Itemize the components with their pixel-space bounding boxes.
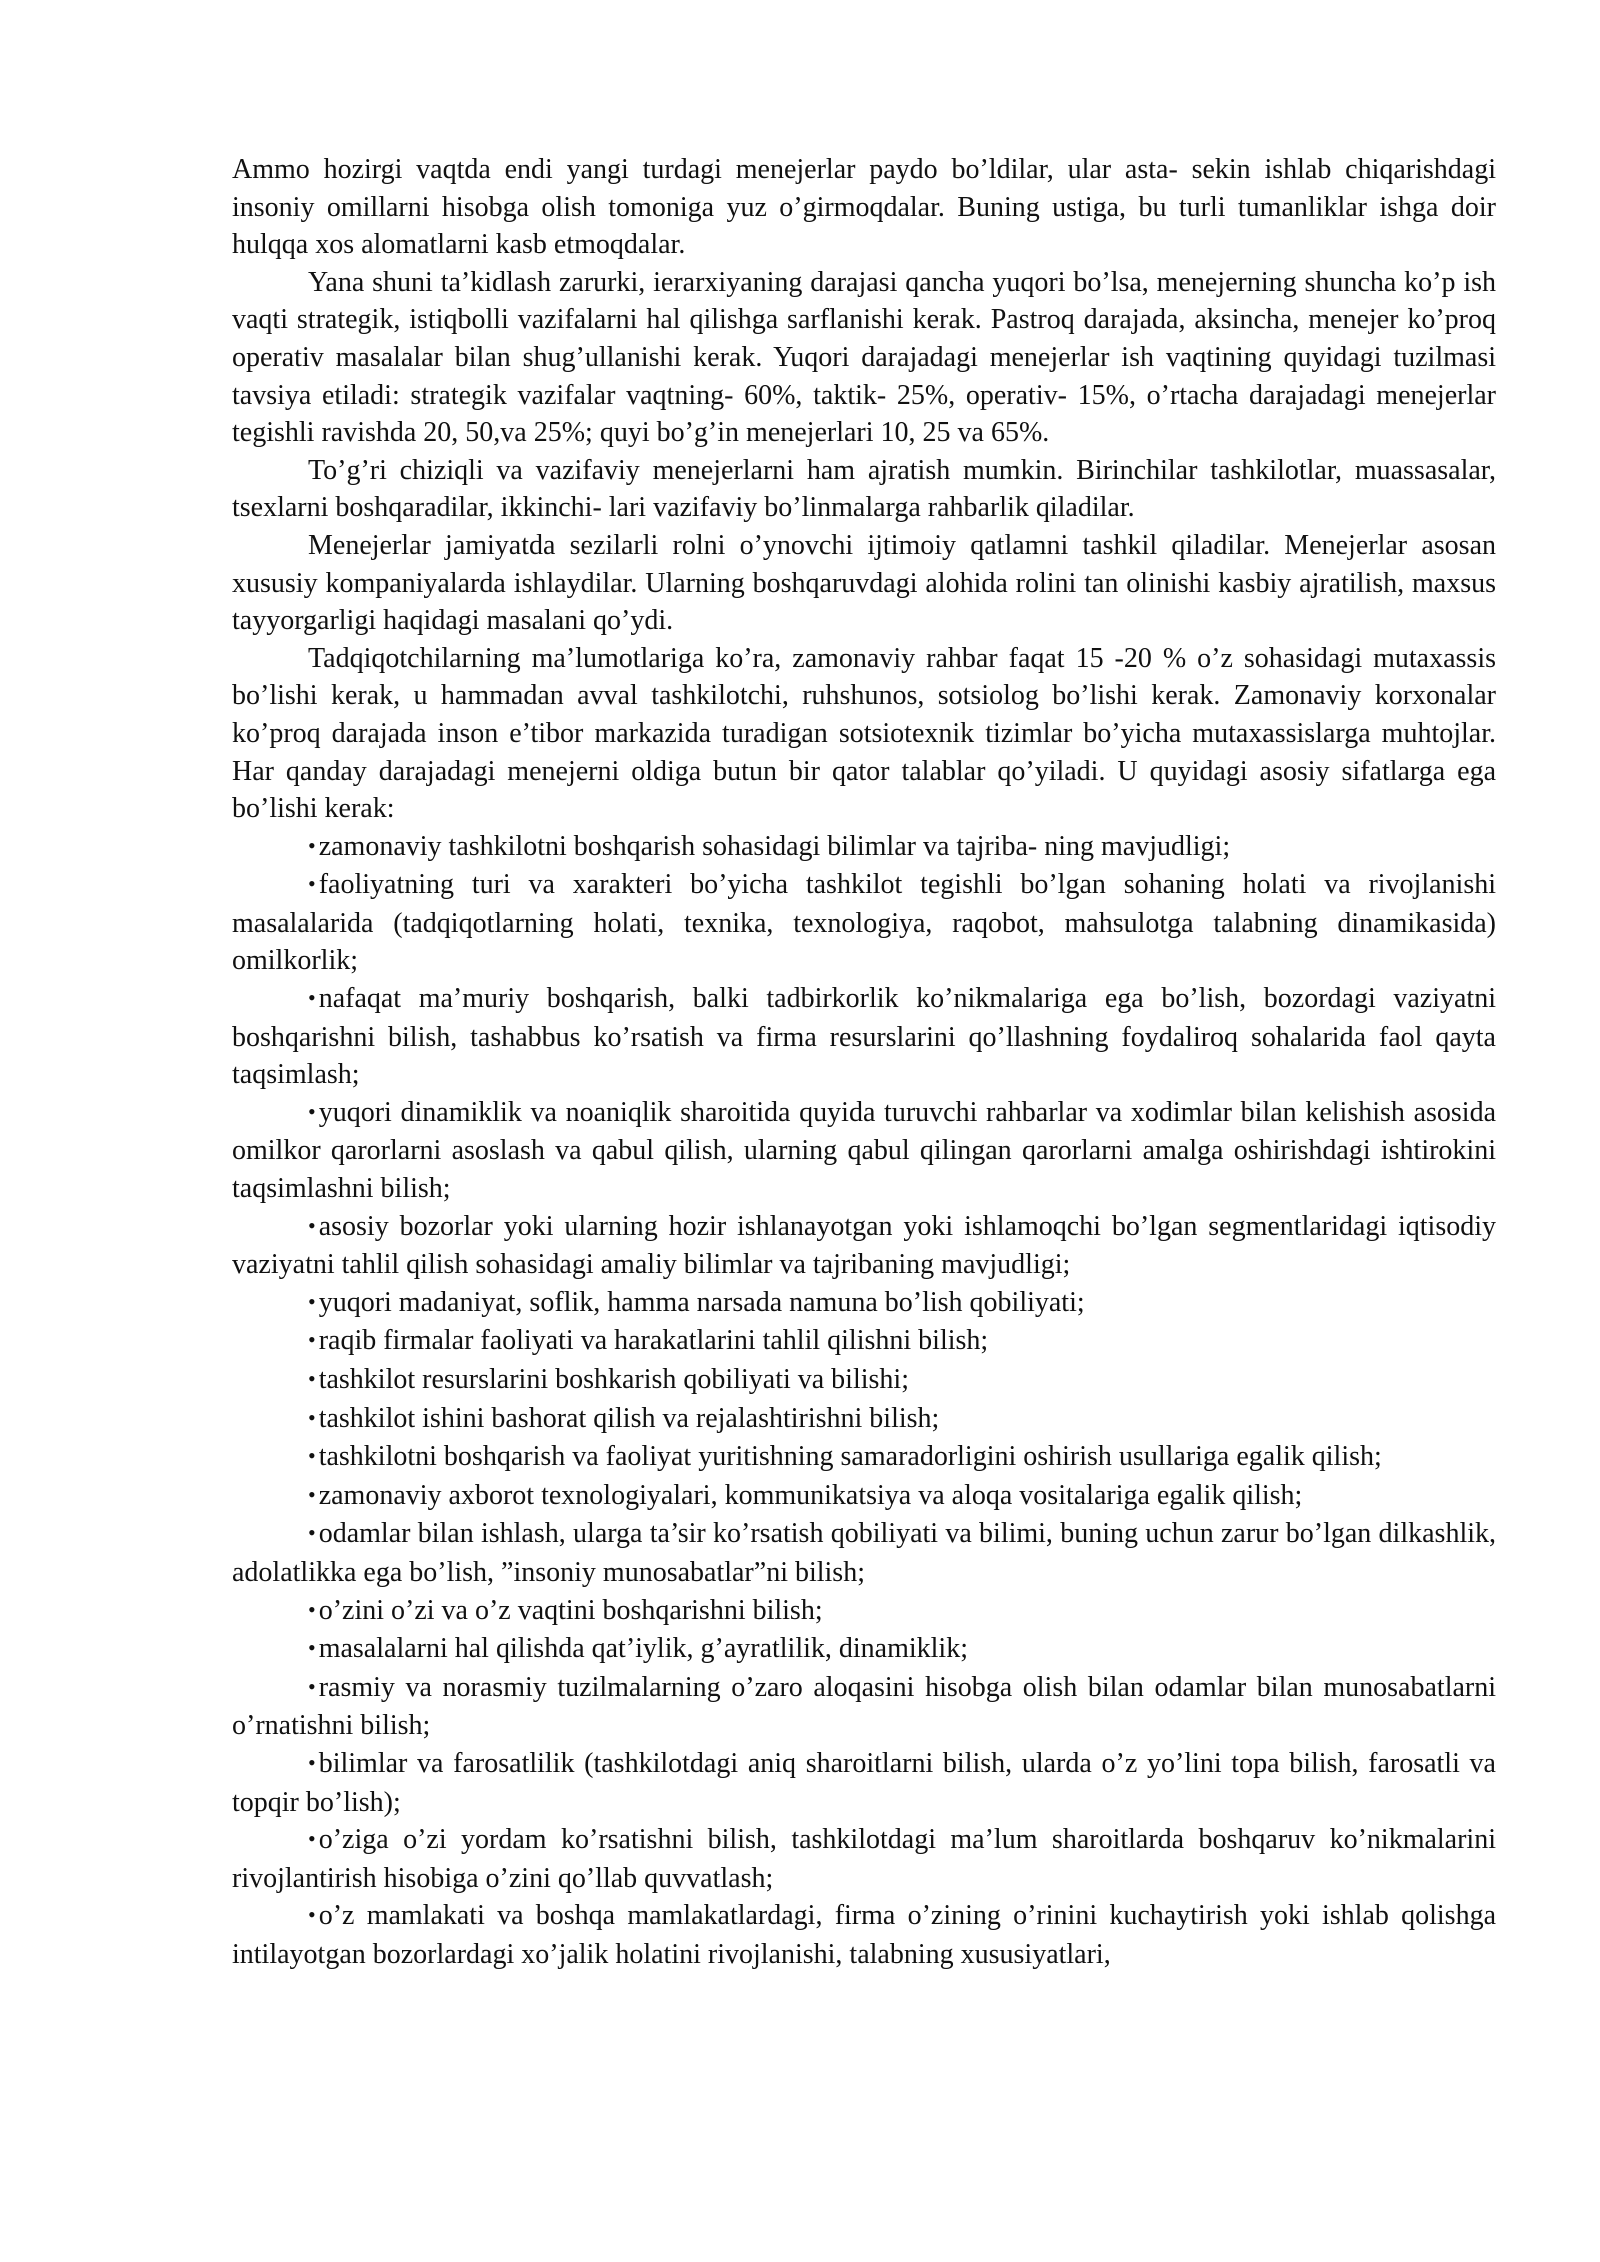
- bullet-icon: •: [308, 1404, 316, 1430]
- bullet-icon: •: [308, 1327, 316, 1353]
- bullet-icon: •: [308, 1366, 316, 1391]
- bullet-icon: •: [308, 1481, 316, 1507]
- list-item-text: odamlar bilan ishlash, ularga ta’sir ko’rsatish qobiliyati va bilimi, buning uchun zarur bo’lgan dilkashlik, adolatlikka ega bo’lish, ”insoniy munosabatlar”ni bilish;: [232, 1518, 1496, 1588]
- bullet-icon: •: [308, 1826, 316, 1852]
- list-item-text: rasmiy va norasmiy tuzilmalarning o’zaro aloqasini hisobga olish bilan odamlar bilan munosabatlarni o’rnatishni bilish;: [232, 1671, 1496, 1742]
- bullet-icon: •: [308, 1212, 316, 1238]
- list-item-text: yuqori madaniyat, soflik, hamma narsada namuna bo’lish qobiliyati;: [318, 1286, 1085, 1318]
- paragraph-requirements: Tadqiqotchilarning ma’lumotlariga ko’ra, zamonaviy rahbar faqat 15 -20 % o’z sohasidagi mutaxassis bo’lishi kerak, u hammadan avval tashkilotchi, ruhshunos, sotsiolog bo’lishi kerak. Zamonaviy korxonalar ko’proq darajada inson e’tibor markazida turadigan sotsiotexnik tizimlar bo’yicha mutaxassislarga muhtojlar. Har qanday darajadagi menejerni oldiga butun bir qator talablar qo’yiladi. U quyidagi asosiy sifatlarga ega bo’lishi kerak:: [232, 642, 1496, 825]
- paragraph-hierarchy: Yana shuni ta’kidlash zarurki, ierarxiyaning darajasi qancha yuqori bo’lsa, menejerning shuncha ko’p ish vaqti strategik, istiqbolli vazifalarni hal qilishga sarflanishi kerak. Pastroq darajada, aksincha, menejer ko’proq operativ masalalar bilan shug’ullanishi kerak. Yuqori darajadagi menejerlar ish vaqtining quyidagi tuzilmasi tavsiya etiladi: strategik vazifalar vaqtning- 60%, taktik- 25%, operativ- 15%, o’rtacha darajadagi menejerlar tegishli ravishda 20, 50,va 25%; quyi bo’g’in menejerlari 10, 25 va 65%.: [232, 266, 1496, 449]
- list-item-text: tashkilot ishini bashorat qilish va rejalashtirishni bilish;: [318, 1402, 940, 1434]
- list-item-text: asosiy bozorlar yoki ularning hozir ishlanayotgan yoki ishlamoqchi bo’lgan segmentlaridagi iqtisodiy vaziyatni tahlil qilish sohasidagi amaliy bilimlar va tajribaning mavjudligi;: [232, 1210, 1496, 1281]
- list-item: [232, 1400, 1496, 1439]
- list-item-text: o’z mamlakati va boshqa mamlakatlardagi, firma o’zining o’rinini kuchaytirish yoki ishlab qolishga intilayotgan bozorlardagi xo’jalik holatini rivojlanishi, talabning xususiyatlari,: [232, 1900, 1496, 1970]
- list-item: [232, 1361, 1496, 1400]
- list-item-text: nafaqat ma’muriy boshqarish, balki tadbirkorlik ko’nikmalariga ega bo’lish, bozordagi vaziyatni boshqarishni bilish, tashabbus ko’rsatish va firma resurslarini qo’llashning foydaliroq sohalarida faol qayta taqsimlash;: [232, 983, 1496, 1091]
- bullet-icon: •: [308, 1673, 316, 1699]
- list-item: [232, 1592, 1496, 1631]
- list-item: [232, 828, 1496, 867]
- bullet-icon: •: [308, 1596, 316, 1622]
- paragraph-intro: Ammo hozirgi vaqtda endi yangi turdagi menejerlar paydo bo’ldilar, ular asta- sekin ishlab chiqarishdagi insoniy omillarni hisobga olish tomoniga yuz o’girmoqdalar. Buning ustiga, bu turli tumanliklar ishga doir hulqqa xos alomatlarni kasb etmoqdalar.: [232, 154, 1496, 261]
- list-item-text: o’zini o’zi va o’z vaqtini boshqarishni bilish;: [318, 1594, 823, 1626]
- list-item-text: tashkilot resurslarini boshkarish qobiliyati va bilishi;: [318, 1364, 909, 1395]
- list-item: [232, 1477, 1496, 1516]
- list-item-text: o’ziga o’zi yordam ko’rsatishni bilish, tashkilotdagi ma’lum sharoitlarda boshqaruv ko’nikmalarini rivojlantirish hisobiga o’zini qo’llab quvvatlash;: [232, 1824, 1496, 1894]
- bullet-icon: •: [308, 1520, 316, 1546]
- bullet-icon: •: [308, 1288, 316, 1314]
- list-item: [232, 1630, 1496, 1669]
- bullet-icon: •: [308, 1635, 316, 1661]
- list-item-text: yuqori dinamiklik va noaniqlik sharoitida quyida turuvchi rahbarlar va xodimlar bilan kelishish asosida omilkor qarorlarni asoslash va qabul qilish, ularning qabul qilingan qarorlarni amalga oshirishdagi ishtirokini taqsimlashni bilish;: [232, 1096, 1496, 1205]
- list-item: [232, 1897, 1496, 1973]
- list-item-text: masalalarni hal qilishda qat’iylik, g’ayratlilik, dinamiklik;: [318, 1633, 968, 1665]
- list-item-text: zamonaviy axborot texnologiyalari, kommunikatsiya va aloqa vositalariga egalik qilish;: [318, 1479, 1303, 1511]
- list-item: [232, 1745, 1496, 1821]
- bullet-icon: •: [308, 985, 316, 1011]
- bullet-icon: •: [308, 1902, 316, 1928]
- list-item-text: bilimlar va farosatlilik (tashkilotdagi aniq sharoitlarni bilish, ularda o’z yo’lini topa bilish, farosatli va topqir bo’lish);: [232, 1747, 1496, 1818]
- list-item-text: tashkilotni boshqarish va faoliyat yuritishning samaradorligini oshirish usullariga egalik qilish;: [318, 1441, 1382, 1473]
- list-item-text: raqib firmalar faoliyati va harakatlarini tahlil qilishni bilish;: [318, 1325, 989, 1357]
- bullet-icon: •: [308, 1749, 316, 1775]
- list-item: [232, 1284, 1496, 1323]
- document-page: [232, 151, 1496, 1974]
- list-item: [232, 1322, 1496, 1361]
- bullet-icon: •: [308, 1443, 316, 1469]
- list-item: [232, 1515, 1496, 1591]
- list-item: [232, 1094, 1496, 1208]
- list-item-text: faoliyatning turi va xarakteri bo’yicha tashkilot tegishli bo’lgan sohaning holati va rivojlanishi masalalarida (tadqiqotlarning holati, texnika, texnologiya, raqobot, mahsulotga talabning dinamikasida) omilkorlik;: [232, 869, 1496, 977]
- list-item-text: zamonaviy tashkilotni boshqarish sohasidagi bilimlar va tajriba- ning mavjudligi;: [318, 830, 1231, 862]
- list-item: [232, 1821, 1496, 1897]
- bullet-icon: •: [308, 1098, 316, 1124]
- paragraph-manager-types: To’g’ri chiziqli va vazifaviy menejerlarni ham ajratish mumkin. Birinchilar tashkilotlar, muassasalar, tsexlarni boshqaradilar, ikkinchi- lari vazifaviy bo’linmalarga rahbarlik qiladilar.: [232, 454, 1496, 524]
- list-item: [232, 866, 1496, 980]
- requirements-list: [232, 828, 1496, 1974]
- list-item: [232, 1208, 1496, 1284]
- list-item: [232, 1669, 1496, 1745]
- paragraph-social-layer: Menejerlar jamiyatda sezilarli rolni o’ynovchi ijtimoiy qatlamni tashkil qiladilar. Menejerlar asosan xususiy kompaniyalarda ishlaydilar. Ularning boshqaruvdagi alohida rolini tan olinishi kasbiy ajratilish, maxsus tayyorgarligi haqidagi masalani qo’ydi.: [232, 529, 1496, 637]
- bullet-icon: •: [308, 871, 316, 897]
- list-item: [232, 980, 1496, 1094]
- list-item: [232, 1438, 1496, 1477]
- bullet-icon: •: [308, 832, 316, 858]
